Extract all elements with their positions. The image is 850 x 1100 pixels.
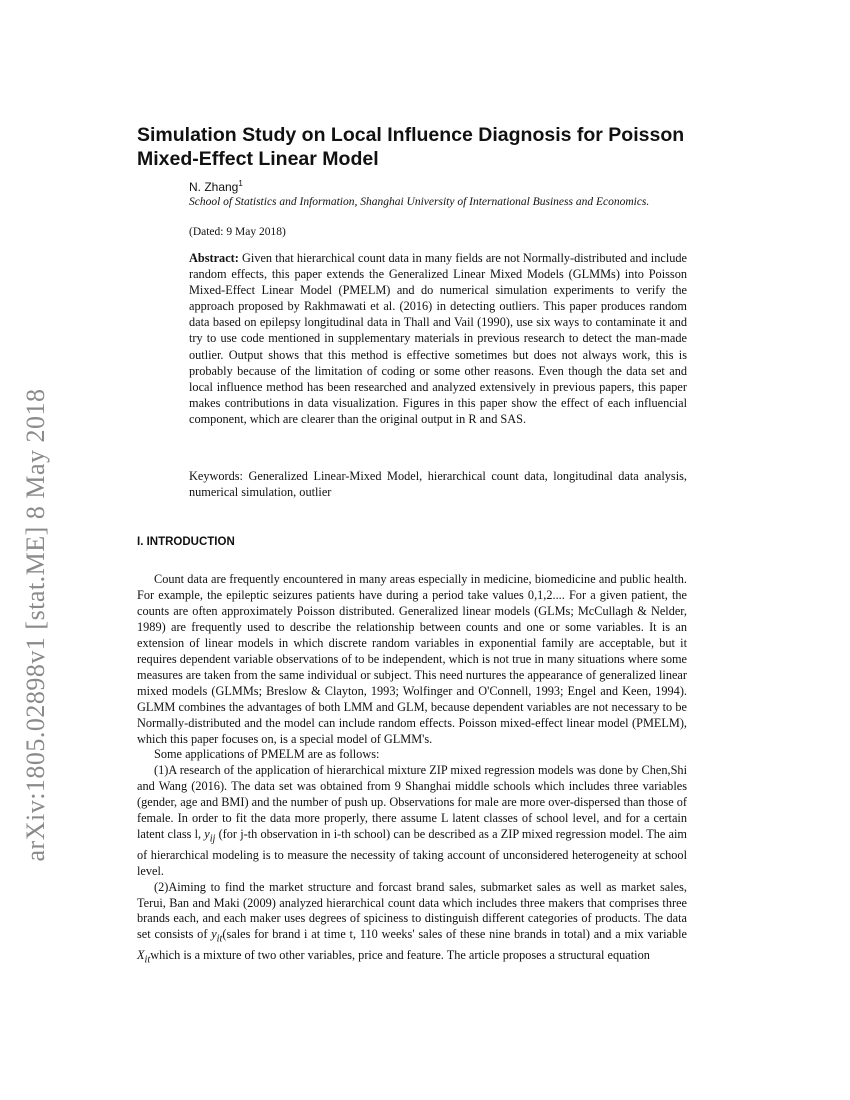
- arxiv-side-identifier: arXiv:1805.02898v1 [stat.ME] 8 May 2018: [21, 388, 50, 862]
- paragraph: Some applications of PMELM are as follows:: [154, 747, 380, 762]
- paper-title: Simulation Study on Local Influence Diagnosis for Poisson Mixed-Effect Linear Model: [137, 124, 685, 170]
- abstract-text: Given that hierarchical count data in many fields are not Normally-distributed and include random effects, this paper extends the Generalized Linear Mixed Models (GLMMs) into Poisson Mixed-Effect Linear Model (PMELM) and do numerical simulation experiments to verify the approach proposed by Rakhmawati et al. (2016) in detecting outliers. This paper produces random data based on epilepsy longitudinal data in Thall and Vail (1990), use six ways to contaminate it and try to use code mentioned in supplementary materials in previous research to detect the man-made outlier. Output shows that this method is effective sometimes but does not always work, this is probably because of the limitation of coding or some other reasons. Even though the data set and local influence method has been researched and analyzed extensively in previous papers, this paper makes contributions in data visualization. Figures in this paper show the effect of each influencial component, which are clearer than the original output in R and SAS.: [189, 251, 687, 426]
- author-name: N. Zhang$^1$: [189, 179, 243, 194]
- abstract-label: Abstract:: [189, 251, 239, 265]
- section-heading: I. INTRODUCTION: [137, 536, 235, 548]
- body-text: [137, 572, 687, 968]
- paragraph: Count data are frequently encountered in many areas especially in medicine, biomedicine and public health. For example, the epileptic seizures patients have during a period take values 0,1,2.... For a given patient, the counts are often approximately Poisson distributed. Generalized linear models (GLMs; McCullagh & Nelder, 1989) are frequently used to describe the relationship between counts and one or some variables. It is an extension of linear models in which discrete random variables in exponential family are acceptable, but it requires dependent variable observations of to be independent, which is not true in many situations where some measures are taken from the same individual or subject. This need nurtures the appearance of generalized linear mixed models (GLMMs; Breslow & Clayton, 1993; Wolfinger and O'Connell, 1993; Engel and Keen, 1994). GLMM combines the advantages of both LMM and GLM, because dependent variables are not necessary to be Normally-distributed and the model can include random effects. Poisson mixed-effect linear model (PMELM), which this paper focuses on, is a special model of GLMM's.: [137, 572, 687, 746]
- paragraph: (2)Aiming to find the market structure and forcast brand sales, submarket sales as well as market sales, Terui, Ban and Maki (2009) analyzed hierarchical count data which includes three makers that comprises three brands each, and each maker uses degrees of spiciness to distinguish different categories of products. The data set consists of $y_{it}(sales$ for brand i at time t, 110 weeks' sales of these nine brands in total) and a mix variable $X_{it}which$ is a mixture of two other variables, price and feature. The article proposes a structural equation: [137, 879, 687, 966]
- abstract: [189, 250, 687, 427]
- author-affiliation: School of Statistics and Information, Shanghai University of International Business and Economics.: [189, 196, 650, 208]
- math-var: y: [211, 927, 217, 942]
- math-var: X: [137, 947, 145, 962]
- math-subscript: it: [216, 933, 223, 945]
- math-subscript: it: [144, 954, 151, 966]
- math-var: y: [204, 827, 210, 842]
- math-subscript: ij: [209, 833, 216, 845]
- dated-line: (Dated: 9 May 2018): [189, 226, 286, 238]
- affiliation-mark: 1: [238, 179, 243, 188]
- paragraph: (1)A research of the application of hierarchical mixture ZIP mixed regression models was done by Chen,Shi and Wang (2016). The data set was obtained from 9 Shanghai middle schools which includes three variables (gender, age and BMI) and the number of push up. Observations for male are more over-dispersed than those of female. In order to fit the data more properly, there assume L latent classes of school level, and for a certain latent class l, $y_{ij}$ (for j-th observation in i-th school) can be described as a ZIP mixed regression model. The aim of hierarchical modeling is to measure the necessity of taking account of unconsidered heterogeneity at school level.: [137, 763, 687, 878]
- keywords: Keywords: Generalized Linear-Mixed Model, hierarchical count data, longitudinal data analysis, numerical simulation, outlier: [189, 469, 687, 500]
- author-block: [189, 176, 689, 240]
